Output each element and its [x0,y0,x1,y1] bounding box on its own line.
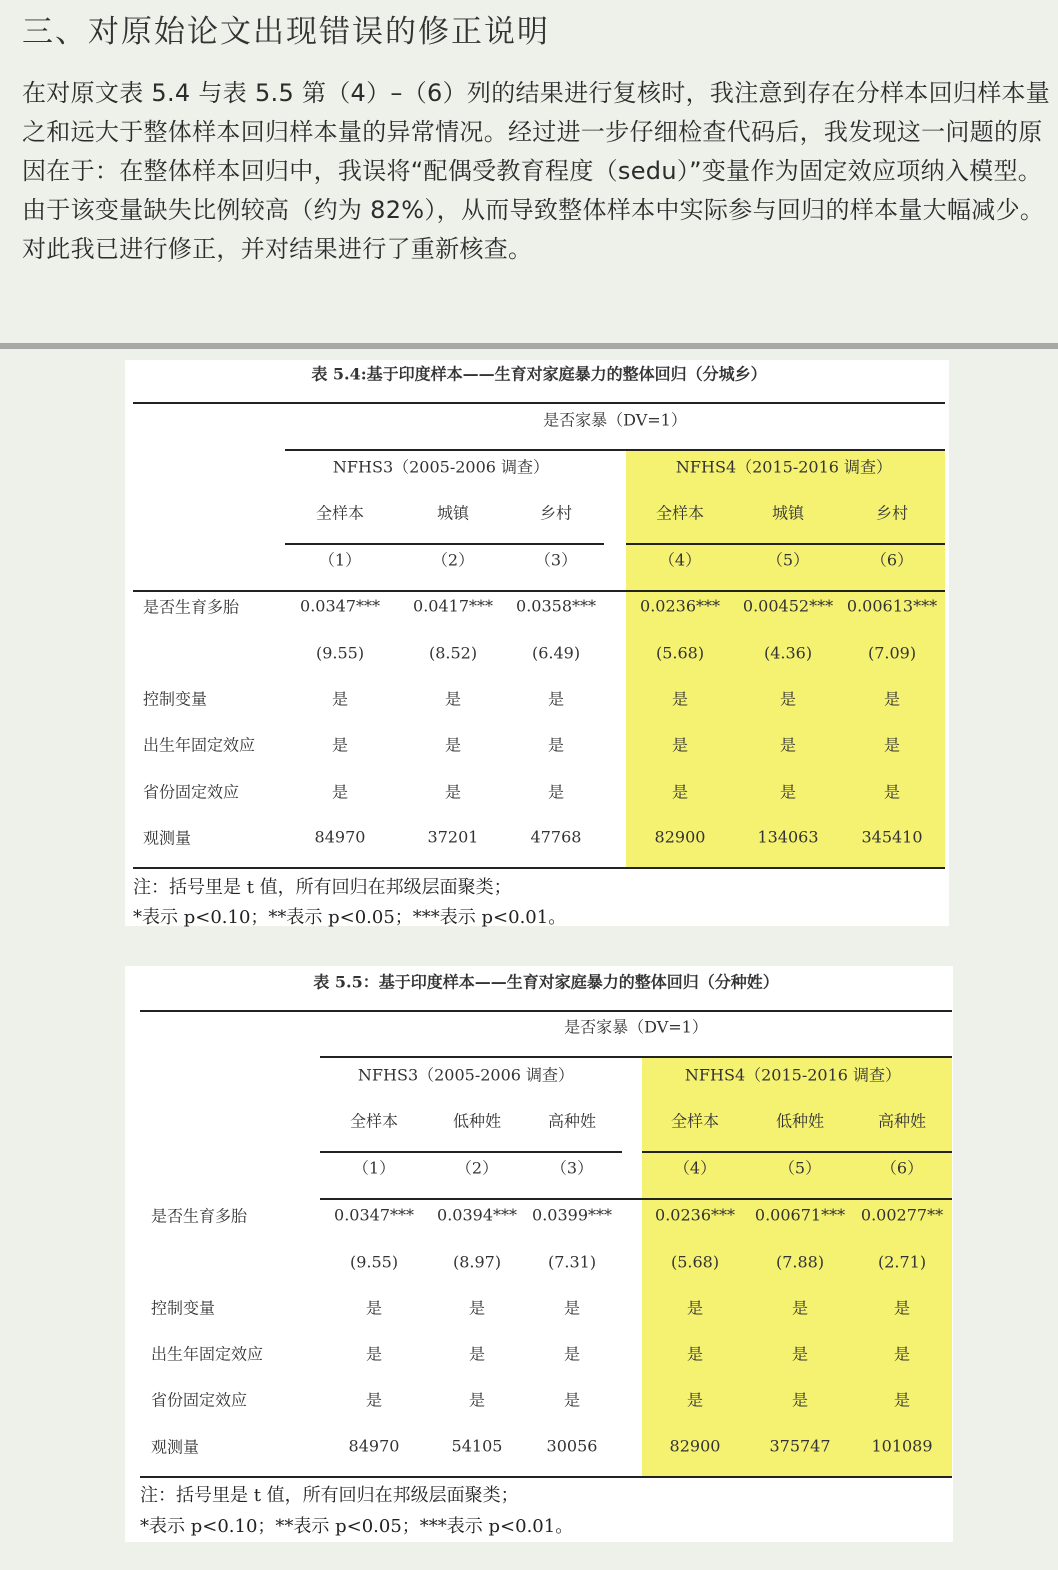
group-rule [626,543,945,545]
column-number: （2） [455,1158,499,1178]
table-cell: 是 [331,735,349,755]
table-cell: 是 [468,1298,486,1318]
group-header-nfhs3: NFHS3（2005-2006 调查） [332,457,550,477]
row-label: 控制变量 [143,689,208,709]
table-cell: 是 [671,735,689,755]
table-cell: 0.00277** [860,1205,944,1225]
column-subheader: 低种姓 [452,1111,502,1131]
group-header-nfhs4: NFHS4（2015-2016 调查） [675,457,893,477]
column-subheader: 城镇 [771,503,805,523]
table-cell: (9.55) [315,643,365,663]
column-number: （1） [318,550,362,570]
column-subheader: 乡村 [539,503,573,523]
table-note-significance: *表示 p<0.10；**表示 p<0.05；***表示 p<0.01。 [133,907,567,928]
column-number: （3） [534,550,578,570]
table-cell: 345410 [861,827,923,847]
row-label: 出生年固定效应 [143,735,256,755]
table-cell: (6.49) [531,643,581,663]
column-subheader: 全样本 [349,1111,399,1131]
column-number: （5） [766,550,810,570]
table-cell: 是 [791,1298,809,1318]
dv-rule [285,449,945,451]
table-cell: 是 [893,1390,911,1410]
table-cell: 是 [468,1344,486,1364]
row-label: 出生年固定效应 [151,1344,264,1364]
table-cell: 是 [779,735,797,755]
row-label: 观测量 [143,828,192,848]
row-label: 观测量 [151,1437,200,1457]
table-cell: 0.0347*** [334,1205,414,1225]
table-cell: (8.97) [452,1252,502,1272]
table-caption: 表 5.5：基于印度样本——生育对家庭暴力的整体回归（分种姓） [313,972,779,992]
table-cell: 是 [791,1344,809,1364]
table-cell: 是 [893,1298,911,1318]
table-note-significance: *表示 p<0.10；**表示 p<0.05；***表示 p<0.01。 [140,1516,574,1537]
table-cell: (2.71) [877,1252,927,1272]
table-cell: 0.0236*** [640,596,720,616]
table-cell: 是 [365,1390,383,1410]
table-cell: 0.00671*** [754,1205,846,1225]
column-subheader: 全样本 [315,503,365,523]
dependent-variable-label: 是否家暴（DV=1） [543,410,687,430]
row-label: 是否生育多胎 [151,1206,248,1226]
explanation-paragraph: 在对原文表 5.4 与表 5.5 第（4）–（6）列的结果进行复核时，我注意到存在分样本回归样本量之和远大于整体样本回归样本量的异常情况。经过进一步仔细检查代码后，我发现这一问题的原因在于：在整体样本回归中，我误将“配偶受教育程度（sedu）”变量作为固定效应项纳入模型。由于该变量缺失比例较高（约为 82%），从而导致整体样本中实际参与回归的样本量大幅减少。对此我已进行修正，并对结果进行了重新核查。 [22,79,1051,263]
table-cell: (7.88) [775,1252,825,1272]
table-cell: 0.0347*** [300,596,380,616]
table-cell: (5.68) [670,1252,720,1272]
row-label: 省份固定效应 [143,782,240,802]
table-top-rule [140,1010,952,1012]
page-heading: 三、对原始论文出现错误的修正说明 [22,14,550,50]
table-cell: 是 [547,689,565,709]
column-number: （6） [880,1158,924,1178]
table-cell: 0.00452*** [742,596,834,616]
row-label: 省份固定效应 [151,1390,248,1410]
table-cell: 是 [563,1390,581,1410]
table-cell: (8.52) [428,643,478,663]
table-cell: 是 [444,735,462,755]
table-cell: 0.0417*** [413,596,493,616]
table-cell: 82900 [669,1436,721,1456]
table-top-rule [133,402,945,404]
table-cell: 是 [779,782,797,802]
dependent-variable-label: 是否家暴（DV=1） [564,1017,708,1037]
column-number: （3） [550,1158,594,1178]
table-cell: (9.55) [349,1252,399,1272]
table-cell: (5.68) [655,643,705,663]
header-bottom-rule [133,590,945,592]
table-note: 注：括号里是 t 值，所有回归在邦级层面聚类； [140,1485,519,1506]
table-cell: 是 [444,689,462,709]
column-subheader: 乡村 [875,503,909,523]
group-rule [642,1151,952,1153]
table-cell: 是 [883,689,901,709]
table-cell: 是 [444,782,462,802]
table-cell: 是 [563,1298,581,1318]
row-label: 是否生育多胎 [143,597,240,617]
group-header-nfhs3: NFHS3（2005-2006 调查） [357,1065,575,1085]
table-cell: 84970 [314,827,366,847]
row-label: 控制变量 [151,1298,216,1318]
table-cell: 是 [365,1344,383,1364]
table-cell: 30056 [546,1436,598,1456]
table-cell: 0.0394*** [437,1205,517,1225]
table-cell: 134063 [757,827,819,847]
table-cell: 84970 [348,1436,400,1456]
table-cell: 是 [331,782,349,802]
table-cell: 是 [686,1390,704,1410]
table-cell: 是 [883,735,901,755]
table-cell: 是 [686,1344,704,1364]
table-cell: 是 [893,1344,911,1364]
dv-rule [320,1056,952,1058]
column-subheader: 全样本 [670,1111,720,1131]
table-cell: 101089 [871,1436,933,1456]
table-cell: 是 [791,1390,809,1410]
column-subheader: 城镇 [436,503,470,523]
table-cell: (7.31) [547,1252,597,1272]
column-number: （4） [673,1158,717,1178]
table-cell: 是 [686,1298,704,1318]
table-cell: 375747 [769,1436,831,1456]
table-cell: 是 [883,782,901,802]
table-cell: 0.0358*** [516,596,596,616]
table-cell: 0.0399*** [532,1205,612,1225]
column-number: （5） [778,1158,822,1178]
column-subheader: 低种姓 [775,1111,825,1131]
group-rule [320,1151,622,1153]
table-cell: 是 [671,689,689,709]
table-bottom-rule [133,867,945,869]
column-number: （2） [431,550,475,570]
table-cell: 54105 [451,1436,503,1456]
table-cell: (7.09) [867,643,917,663]
table-note: 注：括号里是 t 值，所有回归在邦级层面聚类； [133,877,512,898]
table-cell: 是 [779,689,797,709]
column-subheader: 全样本 [655,503,705,523]
table-cell: 是 [547,782,565,802]
group-rule [285,543,604,545]
table-cell: 是 [365,1298,383,1318]
table-cell: 是 [563,1344,581,1364]
table-cell: 是 [547,735,565,755]
table-cell: 是 [671,782,689,802]
column-number: （6） [870,550,914,570]
column-subheader: 高种姓 [877,1111,927,1131]
column-number: （1） [352,1158,396,1178]
group-header-nfhs4: NFHS4（2015-2016 调查） [684,1065,902,1085]
table-caption: 表 5.4:基于印度样本——生育对家庭暴力的整体回归（分城乡） [311,364,767,384]
column-number: （4） [658,550,702,570]
table-cell: (4.36) [763,643,813,663]
table-cell: 0.00613*** [846,596,938,616]
table-cell: 37201 [427,827,479,847]
table-cell: 是 [468,1390,486,1410]
table-cell: 0.0236*** [655,1205,735,1225]
table-cell: 是 [331,689,349,709]
header-bottom-rule [320,1198,952,1200]
table-bottom-rule [140,1476,952,1478]
table-cell: 47768 [530,827,582,847]
table-cell: 82900 [654,827,706,847]
column-subheader: 高种姓 [547,1111,597,1131]
